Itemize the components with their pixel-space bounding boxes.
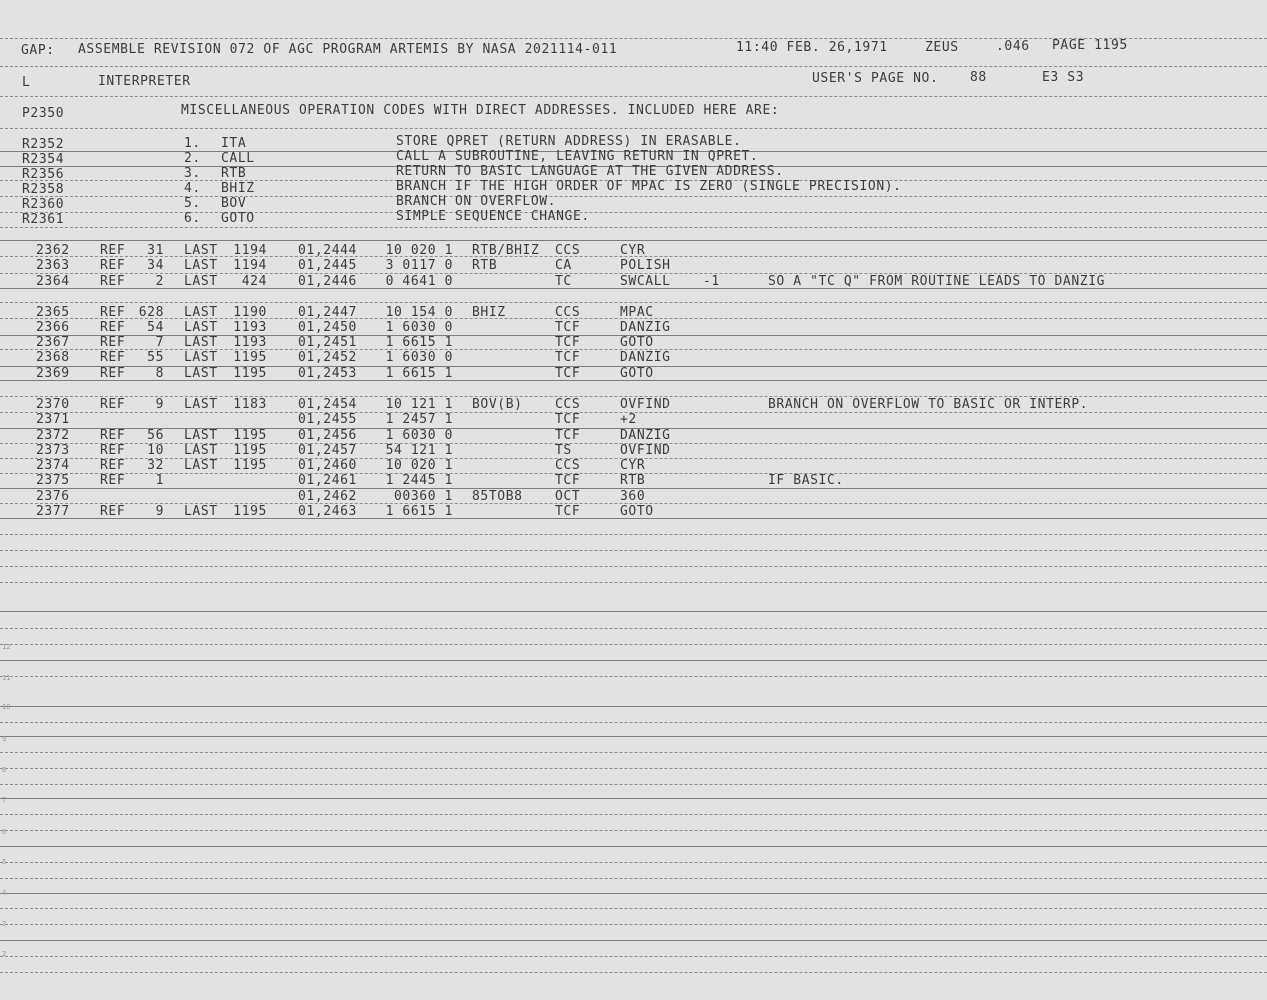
octal-word: 10 154 0	[385, 305, 453, 320]
address: 01,2456	[298, 428, 357, 443]
paper-rule	[0, 96, 1267, 97]
line-number: 2372	[36, 428, 70, 443]
margin-mark: 2	[2, 950, 7, 958]
line-number: 2368	[36, 350, 70, 365]
print-time: 11:40 FEB. 26,1971	[736, 40, 888, 55]
paper-rule	[0, 628, 1267, 629]
ref-count: 7	[155, 335, 164, 350]
paper-rule	[0, 611, 1267, 612]
operand: POLISH	[620, 258, 671, 273]
ref-label: REF	[100, 428, 126, 443]
opcode: CCS	[555, 243, 581, 258]
last-page: 1195	[233, 350, 267, 365]
last-page: 1195	[233, 366, 267, 381]
label-tag: BHIZ	[472, 305, 506, 320]
paper-rule	[0, 566, 1267, 567]
last-page: 1193	[233, 335, 267, 350]
margin-mark: 8	[2, 766, 7, 774]
line-number: 2374	[36, 458, 70, 473]
last-label: LAST	[184, 504, 218, 519]
operand: DANZIG	[620, 428, 671, 443]
ref-label: REF	[100, 458, 126, 473]
octal-word: 1 6615 1	[385, 335, 453, 350]
line-number: 2365	[36, 305, 70, 320]
page-number: PAGE 1195	[1052, 38, 1128, 53]
comment-item-description: SIMPLE SEQUENCE CHANGE.	[396, 209, 590, 224]
ref-count: 55	[147, 350, 164, 365]
margin-mark: 5	[2, 858, 7, 866]
ref-label: REF	[100, 473, 126, 488]
margin-mark: 4	[2, 889, 7, 897]
paper-rule	[0, 66, 1267, 67]
paper-rule	[0, 862, 1267, 863]
paper-rule	[0, 128, 1267, 129]
last-page: 1193	[233, 320, 267, 335]
operand-modifier: -1	[703, 274, 720, 289]
paper-rule	[0, 814, 1267, 815]
operand: RTB	[620, 473, 646, 488]
comment-label: P2350	[22, 106, 65, 121]
line-number: 2366	[36, 320, 70, 335]
last-page: 1195	[233, 443, 267, 458]
paper-rule	[0, 706, 1267, 707]
paper-rule	[0, 722, 1267, 723]
line-number: 2377	[36, 504, 70, 519]
margin-mark: 12	[2, 643, 11, 651]
opcode: OCT	[555, 489, 581, 504]
address: 01,2450	[298, 320, 357, 335]
ref-count: 8	[155, 366, 164, 381]
paper-rule	[0, 644, 1267, 645]
last-label: LAST	[184, 458, 218, 473]
last-page: 1194	[233, 243, 267, 258]
paper-rule	[0, 534, 1267, 535]
opcode: CCS	[555, 397, 581, 412]
paper-rule	[0, 768, 1267, 769]
comment-item-description: STORE QPRET (RETURN ADDRESS) IN ERASABLE.	[396, 134, 742, 149]
ref-count: 9	[155, 397, 164, 412]
ref-count: 54	[147, 320, 164, 335]
octal-word: 10 121 1	[385, 397, 453, 412]
last-label: LAST	[184, 320, 218, 335]
ref-label: REF	[100, 274, 126, 289]
opcode: TCF	[555, 366, 581, 381]
opcode: TCF	[555, 412, 581, 427]
paper-rule	[0, 752, 1267, 753]
ref-label: REF	[100, 258, 126, 273]
paper-rule	[0, 893, 1267, 894]
address: 01,2445	[298, 258, 357, 273]
line-number: 2364	[36, 274, 70, 289]
opcode: TCF	[555, 428, 581, 443]
address: 01,2461	[298, 473, 357, 488]
opcode: TCF	[555, 504, 581, 519]
octal-word: 1 2445 1	[385, 473, 453, 488]
octal-word: 1 6615 1	[385, 504, 453, 519]
page-title: ASSEMBLE REVISION 072 OF AGC PROGRAM ARTEMIS BY NASA 2021114-011	[78, 42, 618, 57]
address: 01,2455	[298, 412, 357, 427]
margin-mark: 9	[2, 735, 7, 743]
octal-word: 1 6030 0	[385, 320, 453, 335]
ref-count: 2	[155, 274, 164, 289]
comment-title: MISCELLANEOUS OPERATION CODES WITH DIRECT ADDRESSES. INCLUDED HERE ARE:	[181, 103, 780, 118]
line-number: 2363	[36, 258, 70, 273]
paper-rule	[0, 940, 1267, 941]
paper-rule	[0, 676, 1267, 677]
comment-item-description: CALL A SUBROUTINE, LEAVING RETURN IN QPRET.	[396, 149, 759, 164]
comment-item-opcode: CALL	[221, 151, 255, 166]
paper-rule	[0, 956, 1267, 957]
user-name: ZEUS	[925, 40, 959, 55]
line-number: 2371	[36, 412, 70, 427]
comment-item-number: 2.	[184, 151, 201, 166]
opcode: TS	[555, 443, 572, 458]
comment-item-label: R2352	[22, 137, 65, 152]
last-page: 424	[241, 274, 267, 289]
address: 01,2451	[298, 335, 357, 350]
address: 01,2452	[298, 350, 357, 365]
last-label: LAST	[184, 397, 218, 412]
users-page-label: USER'S PAGE NO.	[812, 71, 939, 86]
label-tag: BOV(B)	[472, 397, 523, 412]
last-label: LAST	[184, 366, 218, 381]
ref-count: 10	[147, 443, 164, 458]
opcode: CCS	[555, 458, 581, 473]
margin-mark: 3	[2, 920, 7, 928]
ref-label: REF	[100, 320, 126, 335]
paper-rule	[0, 798, 1267, 799]
ref-label: REF	[100, 243, 126, 258]
octal-word: 10 020 1	[385, 243, 453, 258]
address: 01,2453	[298, 366, 357, 381]
label-tag: 85TOB8	[472, 489, 523, 504]
octal-word: 0 4641 0	[385, 274, 453, 289]
line-number: 2373	[36, 443, 70, 458]
paper-rule	[0, 846, 1267, 847]
comment-item-description: RETURN TO BASIC LANGUAGE AT THE GIVEN ADDRESS.	[396, 164, 784, 179]
last-page: 1183	[233, 397, 267, 412]
comment-item-opcode: RTB	[221, 166, 247, 181]
ref-label: REF	[100, 366, 126, 381]
users-page-number: 88	[970, 70, 987, 85]
label-tag: RTB/BHIZ	[472, 243, 540, 258]
comment-item-opcode: BHIZ	[221, 181, 255, 196]
octal-word: 1 6030 0	[385, 428, 453, 443]
ref-count: 628	[138, 305, 164, 320]
ref-count: 1	[155, 473, 164, 488]
gap-label: GAP:	[21, 43, 55, 58]
line-number: 2376	[36, 489, 70, 504]
opcode: TCF	[555, 320, 581, 335]
paper-rule	[0, 227, 1267, 228]
paper-rule	[0, 784, 1267, 785]
address: 01,2446	[298, 274, 357, 289]
last-label: LAST	[184, 428, 218, 443]
comment-item-number: 3.	[184, 166, 201, 181]
comment-item-number: 5.	[184, 196, 201, 211]
log-flag: L	[22, 75, 31, 90]
ref-label: REF	[100, 335, 126, 350]
comment-item-number: 4.	[184, 181, 201, 196]
opcode: TCF	[555, 473, 581, 488]
octal-word: 00360 1	[394, 489, 453, 504]
paper-rule	[0, 660, 1267, 661]
last-page: 1195	[233, 504, 267, 519]
label-tag: RTB	[472, 258, 498, 273]
octal-word: 54 121 1	[385, 443, 453, 458]
ref-label: REF	[100, 350, 126, 365]
octal-word: 3 0117 0	[385, 258, 453, 273]
line-number: 2370	[36, 397, 70, 412]
address: 01,2462	[298, 489, 357, 504]
comment-item-label: R2360	[22, 197, 65, 212]
paper-rule	[0, 240, 1267, 241]
comment-item-number: 1.	[184, 136, 201, 151]
opcode: TCF	[555, 350, 581, 365]
operand: GOTO	[620, 335, 654, 350]
comment-item-label: R2356	[22, 167, 65, 182]
line-comment: SO A "TC Q" FROM ROUTINE LEADS TO DANZIG	[768, 274, 1106, 289]
margin-mark: 10	[2, 703, 11, 711]
ref-count: 31	[147, 243, 164, 258]
section-code: E3 S3	[1042, 70, 1085, 85]
opcode: TC	[555, 274, 572, 289]
address: 01,2463	[298, 504, 357, 519]
comment-item-description: BRANCH IF THE HIGH ORDER OF MPAC IS ZERO (SINGLE PRECISION).	[396, 179, 902, 194]
octal-word: 1 2457 1	[385, 412, 453, 427]
last-label: LAST	[184, 443, 218, 458]
operand: CYR	[620, 458, 646, 473]
address: 01,2460	[298, 458, 357, 473]
last-label: LAST	[184, 243, 218, 258]
last-label: LAST	[184, 305, 218, 320]
comment-item-opcode: BOV	[221, 196, 247, 211]
line-number: 2375	[36, 473, 70, 488]
operand: CYR	[620, 243, 646, 258]
comment-item-description: BRANCH ON OVERFLOW.	[396, 194, 557, 209]
ref-label: REF	[100, 504, 126, 519]
ref-count: 9	[155, 504, 164, 519]
paper-rule	[0, 924, 1267, 925]
operand: OVFIND	[620, 443, 671, 458]
section-name: INTERPRETER	[98, 74, 191, 89]
address: 01,2457	[298, 443, 357, 458]
operand: DANZIG	[620, 350, 671, 365]
ref-count: 56	[147, 428, 164, 443]
ref-label: REF	[100, 397, 126, 412]
line-number: 2362	[36, 243, 70, 258]
operand: OVFIND	[620, 397, 671, 412]
paper-rule	[0, 908, 1267, 909]
ref-label: REF	[100, 443, 126, 458]
paper-rule	[0, 972, 1267, 973]
last-label: LAST	[184, 274, 218, 289]
ref-count: 34	[147, 258, 164, 273]
last-label: LAST	[184, 350, 218, 365]
margin-mark: 6	[2, 828, 7, 836]
line-number: 2369	[36, 366, 70, 381]
paper-rule	[0, 736, 1267, 737]
operand: +2	[620, 412, 637, 427]
operand: DANZIG	[620, 320, 671, 335]
opcode: CCS	[555, 305, 581, 320]
ref-count: 32	[147, 458, 164, 473]
last-page: 1195	[233, 458, 267, 473]
comment-item-label: R2354	[22, 152, 65, 167]
opcode: CA	[555, 258, 572, 273]
comment-item-opcode: ITA	[221, 136, 247, 151]
operand: SWCALL	[620, 274, 671, 289]
operand: GOTO	[620, 366, 654, 381]
address: 01,2444	[298, 243, 357, 258]
ref-label: REF	[100, 305, 126, 320]
line-comment: BRANCH ON OVERFLOW TO BASIC OR INTERP.	[768, 397, 1089, 412]
line-number: 2367	[36, 335, 70, 350]
paper-rule	[0, 582, 1267, 583]
comment-item-number: 6.	[184, 211, 201, 226]
octal-word: 1 6615 1	[385, 366, 453, 381]
last-page: 1190	[233, 305, 267, 320]
last-label: LAST	[184, 335, 218, 350]
last-page: 1195	[233, 428, 267, 443]
paper-rule	[0, 878, 1267, 879]
operand: 360	[620, 489, 646, 504]
paper-rule	[0, 830, 1267, 831]
address: 01,2447	[298, 305, 357, 320]
octal-word: 10 020 1	[385, 458, 453, 473]
comment-item-label: R2361	[22, 212, 65, 227]
last-label: LAST	[184, 258, 218, 273]
margin-mark: 11	[2, 674, 11, 682]
paper-rule	[0, 302, 1267, 303]
comment-item-opcode: GOTO	[221, 211, 255, 226]
operand: GOTO	[620, 504, 654, 519]
paper-rule	[0, 550, 1267, 551]
margin-mark: 7	[2, 796, 7, 804]
line-comment: IF BASIC.	[768, 473, 844, 488]
opcode: TCF	[555, 335, 581, 350]
address: 01,2454	[298, 397, 357, 412]
version-number: .046	[996, 39, 1030, 54]
comment-item-label: R2358	[22, 182, 65, 197]
operand: MPAC	[620, 305, 654, 320]
octal-word: 1 6030 0	[385, 350, 453, 365]
last-page: 1194	[233, 258, 267, 273]
